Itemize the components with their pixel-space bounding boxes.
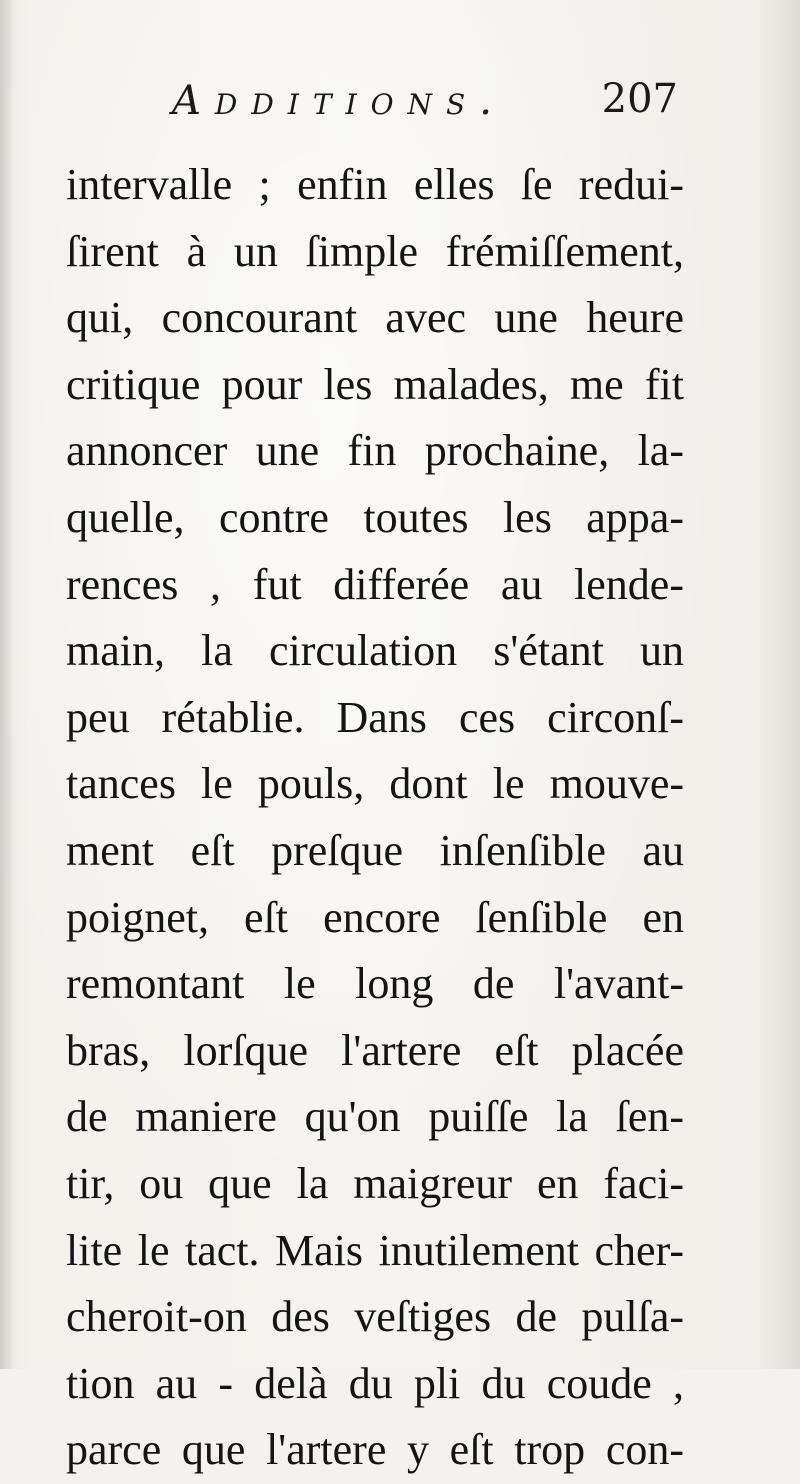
running-title: Additions.: [172, 78, 506, 124]
text-line: bras, lorſque l'artere eſt placée: [66, 1025, 684, 1075]
text-line: annoncer une fin prochaine, la-: [66, 426, 684, 476]
text-line: ment eſt preſque inſenſible au: [66, 825, 684, 875]
text-line: cheroit-on des veſtiges de pulſa-: [66, 1292, 684, 1342]
text-line: quelle, contre toutes les appa-: [66, 492, 684, 542]
page-number: 207: [601, 76, 678, 122]
text-line: de maniere qu'on puiſſe la ſen-: [66, 1092, 684, 1142]
text-line: parce que l'artere y eſt trop con-: [66, 1425, 684, 1475]
page-edge-shadow: [0, 0, 14, 1369]
text-line: tir, ou que la maigreur en faci-: [66, 1158, 684, 1208]
text-line: remontant le long de l'avant-: [66, 959, 684, 1009]
text-line: tances le pouls, dont le mouve-: [66, 759, 684, 809]
text-line: lite le tact. Mais inutilement cher-: [66, 1225, 684, 1275]
text-line: poignet, eſt encore ſenſible en: [66, 892, 684, 942]
text-line: ſirent à un ſimple frémiſſement,: [66, 226, 684, 276]
text-line: peu rétablie. Dans ces circonſ-: [66, 692, 684, 742]
text-line: critique pour les malades, me fit: [66, 359, 684, 409]
body-text: [66, 152, 684, 1484]
text-line: tion au - delà du pli du coude ,: [66, 1358, 684, 1408]
text-line: rences , fut differée au lende-: [66, 559, 684, 609]
text-line: intervalle ; enfin elles ſe redui-: [66, 160, 684, 209]
text-line: qui, concourant avec une heure: [66, 293, 684, 343]
text-line: main, la circulation s'étant un: [66, 626, 684, 676]
page-header: [172, 72, 692, 136]
